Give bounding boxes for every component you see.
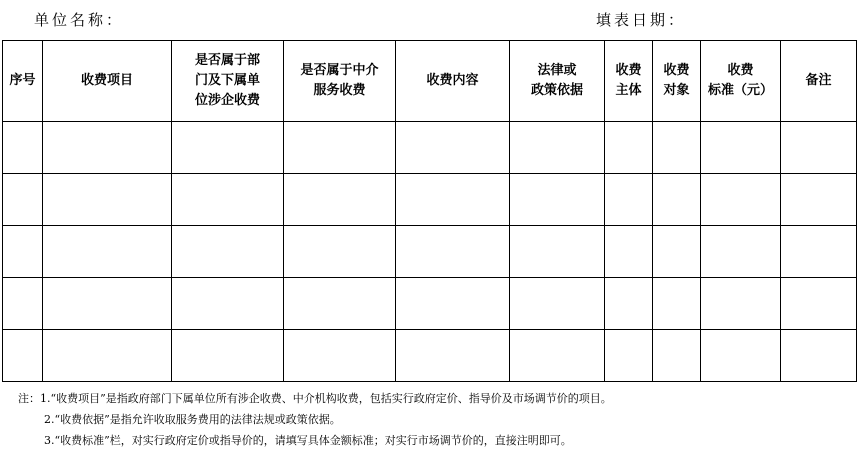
table-cell[interactable] (653, 278, 701, 330)
table-cell[interactable] (43, 174, 172, 226)
table-cell[interactable] (396, 226, 510, 278)
table-cell[interactable] (510, 226, 605, 278)
col-header-fee-object: 收费 对象 (653, 41, 701, 122)
table-cell[interactable] (172, 330, 284, 382)
table-cell[interactable] (172, 278, 284, 330)
notes-section (18, 388, 612, 451)
table-cell[interactable] (3, 174, 43, 226)
table-row (3, 278, 857, 330)
table-cell[interactable] (605, 330, 653, 382)
table-cell[interactable] (701, 122, 781, 174)
table-cell[interactable] (510, 174, 605, 226)
col-header-fee-content: 收费内容 (396, 41, 510, 122)
note-line-2: 2.“收费依据”是指允许收取服务费用的法律法规或政策依据。 (44, 413, 341, 426)
table-cell[interactable] (781, 122, 857, 174)
fee-table (2, 40, 857, 382)
table-cell[interactable] (653, 226, 701, 278)
col-header-is-intermediary-fee: 是否属于中介 服务收费 (284, 41, 396, 122)
table-cell[interactable] (605, 174, 653, 226)
table-cell[interactable] (653, 122, 701, 174)
table-cell[interactable] (3, 226, 43, 278)
table-cell[interactable] (781, 226, 857, 278)
table-cell[interactable] (396, 174, 510, 226)
col-header-fee-item: 收费项目 (43, 41, 172, 122)
table-cell[interactable] (653, 174, 701, 226)
unit-name-label: 单位名称： (34, 11, 125, 29)
table-cell[interactable] (701, 226, 781, 278)
table-cell[interactable] (43, 226, 172, 278)
table-cell[interactable] (605, 278, 653, 330)
table-cell[interactable] (396, 122, 510, 174)
note-line-1: 注：1.“收费项目”是指政府部门下属单位所有涉企收费、中介机构收费，包括实行政府定价、指导价及市场调节价的项目。 (18, 392, 612, 405)
table-cell[interactable] (510, 330, 605, 382)
table-cell[interactable] (3, 122, 43, 174)
table-cell[interactable] (284, 278, 396, 330)
table-header-row (3, 41, 857, 122)
col-header-is-enterprise-fee: 是否属于部 门及下属单 位涉企收费 (172, 41, 284, 122)
table-row (3, 122, 857, 174)
note-line-3: 3.“收费标准”栏，对实行政府定价或指导价的，请填写具体金额标准；对实行市场调节价的，直接注明即可。 (44, 434, 572, 447)
table-cell[interactable] (605, 122, 653, 174)
table-cell[interactable] (653, 330, 701, 382)
table-cell[interactable] (284, 226, 396, 278)
table-cell[interactable] (396, 278, 510, 330)
table-cell[interactable] (172, 174, 284, 226)
table-cell[interactable] (781, 174, 857, 226)
table-cell[interactable] (781, 278, 857, 330)
table-row (3, 174, 857, 226)
table-cell[interactable] (396, 330, 510, 382)
col-header-fee-standard: 收费 标准（元） (701, 41, 781, 122)
table-cell[interactable] (172, 122, 284, 174)
table-cell[interactable] (43, 122, 172, 174)
table-row (3, 226, 857, 278)
col-header-index: 序号 (3, 41, 43, 122)
table-cell[interactable] (284, 174, 396, 226)
table-cell[interactable] (510, 278, 605, 330)
col-header-fee-subject: 收费 主体 (605, 41, 653, 122)
table-cell[interactable] (781, 330, 857, 382)
table-cell[interactable] (172, 226, 284, 278)
col-header-legal-basis: 法律或 政策依据 (510, 41, 605, 122)
table-cell[interactable] (284, 330, 396, 382)
table-cell[interactable] (605, 226, 653, 278)
table-cell[interactable] (43, 278, 172, 330)
table-cell[interactable] (3, 330, 43, 382)
table-cell[interactable] (701, 174, 781, 226)
table-cell[interactable] (701, 278, 781, 330)
table-cell[interactable] (701, 330, 781, 382)
table-cell[interactable] (284, 122, 396, 174)
fill-date-label: 填表日期： (596, 11, 687, 29)
col-header-remarks: 备注 (781, 41, 857, 122)
table-cell[interactable] (43, 330, 172, 382)
table-cell[interactable] (510, 122, 605, 174)
table-row (3, 330, 857, 382)
table-cell[interactable] (3, 278, 43, 330)
